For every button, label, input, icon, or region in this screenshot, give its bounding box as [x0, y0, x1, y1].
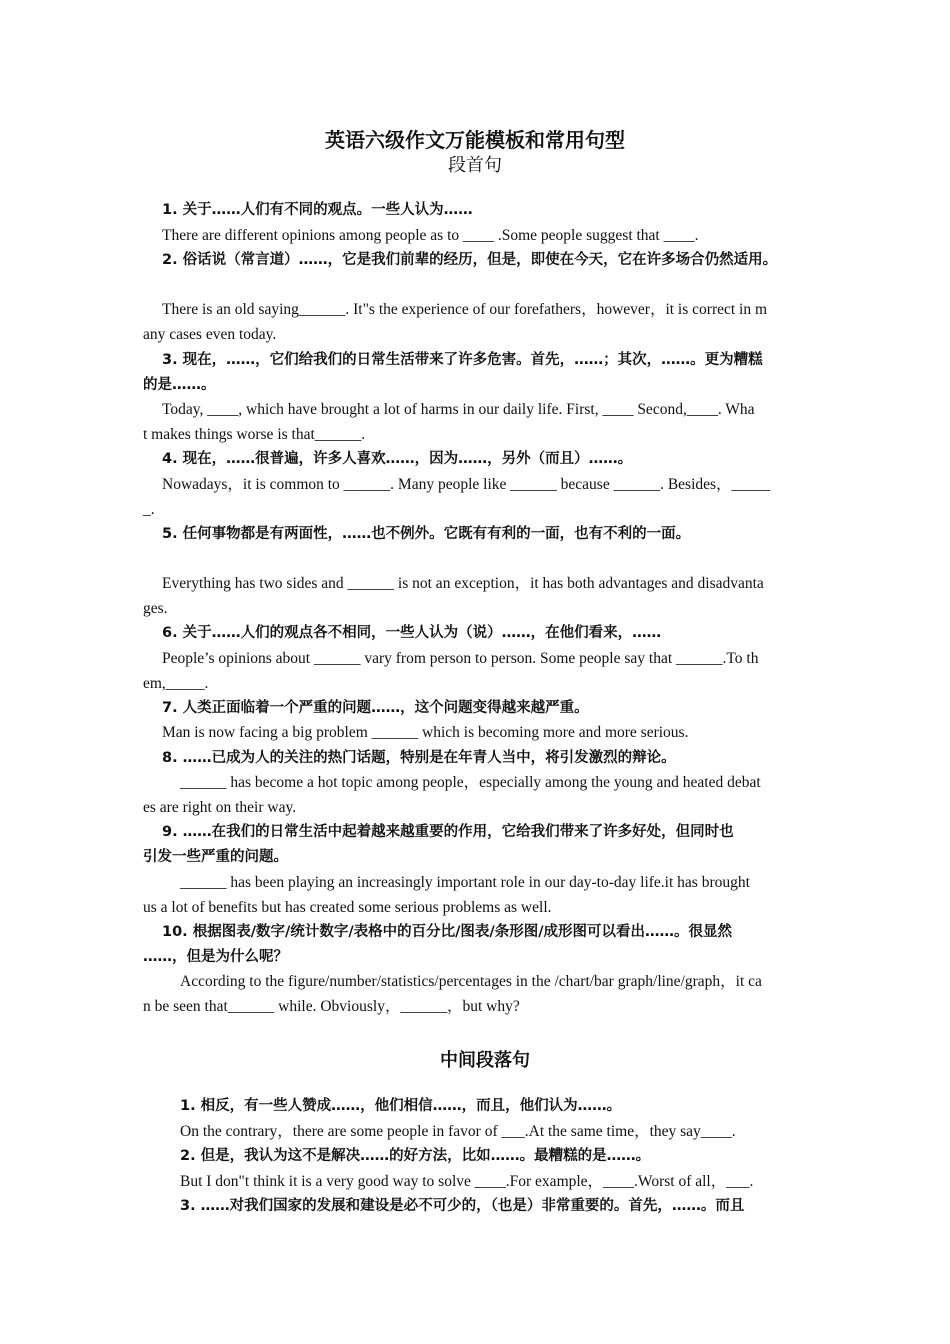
- item-5-chinese: 5. 任何事物都是有两面性，……也不例外。它既有有利的一面，也有不利的一面。: [162, 526, 691, 542]
- item-9-english: ______ has been playing an increasingly important role in our day-to-day life.it has brought: [180, 874, 750, 891]
- document-title: 英语六级作文万能模板和常用句型: [325, 128, 625, 152]
- item-10-english-cont: n be seen that______ while. Obviously，______，but why?: [143, 998, 520, 1015]
- item-4-english-cont: _.: [143, 501, 155, 518]
- mid-item-1-chinese: 1. 相反，有一些人赞成……，他们相信……，而且，他们认为……。: [180, 1098, 622, 1114]
- item-5-english-cont: ges.: [143, 600, 168, 617]
- mid-item-2-chinese: 2. 但是，我认为这不是解决……的好方法，比如……。最糟糕的是……。: [180, 1148, 651, 1164]
- section-heading-opening-sentences: 段首句: [448, 155, 502, 176]
- item-2-chinese: 2. 俗话说（常言道）……，它是我们前辈的经历，但是，即使在今天，它在许多场合仍然适用。: [162, 252, 778, 268]
- item-8-chinese: 8. ……已成为人的关注的热门话题，特别是在年青人当中，将引发激烈的辩论。: [162, 750, 676, 766]
- item-3-chinese-cont: 的是……。: [143, 377, 216, 393]
- mid-item-1-english: On the contrary，there are some people in favor of ___.At the same time，they say____.: [180, 1123, 736, 1140]
- item-3-chinese: 3. 现在，……，它们给我们的日常生活带来了许多危害。首先，……；其次，……。更为糟糕: [162, 352, 763, 368]
- mid-item-3-chinese: 3. ……对我们国家的发展和建设是必不可少的，（也是）非常重要的。首先，……。而且: [180, 1198, 745, 1214]
- item-5-english: Everything has two sides and ______ is not an exception，it has both advantages and disadvanta: [162, 575, 764, 592]
- item-3-english: Today, ____, which have brought a lot of harms in our daily life. First, ____ Second,____. Wha: [162, 401, 755, 418]
- item-6-english-cont: em,_____.: [143, 675, 209, 692]
- item-3-english-cont: t makes things worse is that______.: [143, 426, 366, 443]
- item-4-chinese: 4. 现在，……很普遍，许多人喜欢……，因为……，另外（而且）……。: [162, 451, 633, 467]
- section-heading-middle-paragraphs: 中间段落句: [440, 1050, 530, 1071]
- item-1-chinese: 1. 关于……人们有不同的观点。一些人认为……: [162, 202, 473, 218]
- item-1-english: There are different opinions among people as to ____ .Some people suggest that ____.: [162, 227, 699, 244]
- item-10-chinese: 10. 根据图表/数字/统计数字/表格中的百分比/图表/条形图/成形图可以看出……。很显然: [162, 924, 733, 940]
- item-6-english: People’s opinions about ______ vary from person to person. Some people say that ______.To th: [162, 650, 759, 667]
- item-4-english: Nowadays，it is common to ______. Many people like ______ because ______. Besides，_____: [162, 476, 771, 493]
- item-8-english: ______ has become a hot topic among people，especially among the young and heated debat: [180, 774, 761, 791]
- item-10-english: According to the figure/number/statistics/percentages in the /chart/bar graph/line/graph，it ca: [180, 973, 762, 990]
- item-9-chinese: 9. ……在我们的日常生活中起着越来越重要的作用，它给我们带来了许多好处，但同时也: [162, 824, 734, 840]
- item-7-english: Man is now facing a big problem ______ which is becoming more and more serious.: [162, 724, 689, 741]
- item-10-chinese-cont: ……，但是为什么呢？: [143, 949, 288, 965]
- item-6-chinese: 6. 关于……人们的观点各不相同，一些人认为（说）……，在他们看来，……: [162, 625, 662, 641]
- item-7-chinese: 7. 人类正面临着一个严重的问题……，这个问题变得越来越严重。: [162, 700, 589, 716]
- mid-item-2-english: But I don"t think it is a very good way to solve ____.For example，____.Worst of all，___.: [180, 1173, 754, 1190]
- item-9-english-cont: us a lot of benefits but has created some serious problems as well.: [143, 899, 552, 916]
- item-9-chinese-cont: 引发一些严重的问题。: [143, 849, 288, 865]
- item-2-english: There is an old saying______. It"s the experience of our forefathers，however，it is correct in m: [162, 301, 768, 318]
- item-2-english-cont: any cases even today.: [143, 326, 277, 343]
- item-8-english-cont: es are right on their way.: [143, 799, 297, 816]
